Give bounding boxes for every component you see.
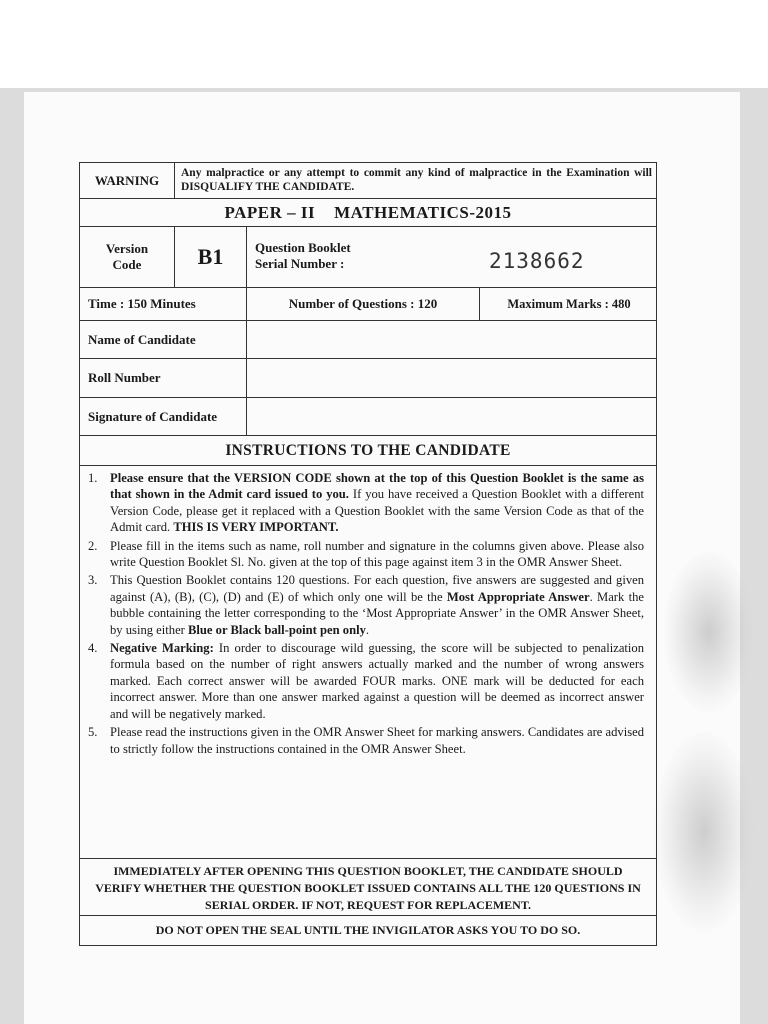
instructions-heading-row: [80, 436, 656, 466]
instruction-text: Please fill in the items such as name, roll number and signature in the columns given above. Please also write Question Booklet Sl. No. given at the top of this page against item 3 in the OMR Answer Sheet.: [110, 538, 644, 570]
instruction-number: 2.: [88, 538, 98, 553]
instruction-text: Please ensure that the VERSION CODE shown at the top of this Question Booklet is the same as that shown in the Admit card issued to you. If you have received a Question Booklet with a different Version Code, please get it replaced with a Question Booklet with the same Version Code as that of the Admit card. THIS IS VERY IMPORTANT.: [110, 471, 644, 535]
name-label: Name of Candidate: [80, 321, 247, 358]
signature-row: [80, 398, 656, 436]
signature-field[interactable]: [247, 398, 658, 435]
roll-field[interactable]: [247, 359, 658, 397]
title-row: [80, 199, 656, 227]
instructions-list: [80, 466, 658, 759]
version-code-value: B1: [175, 227, 247, 287]
serial-label: [255, 240, 351, 272]
serial-label-line2: Serial Number :: [255, 256, 345, 271]
roll-label: Roll Number: [80, 359, 247, 397]
instructions-heading: INSTRUCTIONS TO THE CANDIDATE: [225, 441, 511, 459]
instruction-number: 3.: [88, 573, 98, 588]
exam-info-row: [80, 288, 656, 321]
scan-smudge: [654, 732, 754, 932]
instruction-text: Please read the instructions given in the OMR Answer Sheet for marking answers. Candidates are advised to strictly follow the instructions contained in the OMR Answer Sheet.: [110, 725, 644, 756]
instruction-item: [88, 724, 644, 757]
instruction-item: [88, 572, 644, 638]
marks-text: Maximum Marks : 480: [507, 296, 631, 311]
name-field[interactable]: [247, 321, 658, 358]
version-label-line2: Code: [112, 257, 142, 272]
instruction-item: [88, 470, 644, 536]
warning-row: [80, 163, 656, 199]
cover-table: [79, 162, 657, 946]
serial-number: 2138662: [489, 249, 585, 273]
instruction-number: 5.: [88, 725, 98, 740]
instruction-number: 4.: [88, 641, 98, 656]
warning-label: WARNING: [80, 163, 175, 198]
instruction-text: Negative Marking: In order to discourage wild guessing, the score will be subjected to penalization formula based on the number of right answers actually marked and the number of wrong answers marked. Each correct answer will be awarded FOUR marks. ONE mark will be deducted for each incorrect answer. More than one answer marked against a question will be deemed as incorrect answer and will be negatively marked.: [110, 641, 644, 721]
instruction-text: This Question Booklet contains 120 questions. For each question, five answers are suggested and given against (A), (B), (C), (D) and (E) of which only one will be the Most Appropriate Answer. Mark the bubble containing the letter corresponding to the ‘Most Appropriate Answer’ in the OMR Answer Sheet, by using either Blue or Black ball-point pen only.: [110, 573, 644, 637]
instruction-item: [88, 538, 644, 571]
serial-label-line1: Question Booklet: [255, 240, 351, 255]
scan-smudge: [664, 552, 754, 712]
version-label-line1: Version: [105, 241, 149, 256]
seal-notice: DO NOT OPEN THE SEAL UNTIL THE INVIGILATOR ASKS YOU TO DO SO.: [155, 923, 581, 937]
warning-text: Any malpractice or any attempt to commit any kind of malpractice in the Examination will DISQUALIFY THE CANDIDATE.: [181, 167, 652, 193]
paper-title: PAPER – II MATHEMATICS-2015: [224, 202, 512, 222]
notice-row: [80, 858, 656, 916]
version-code-label: [80, 227, 175, 287]
version-row: [80, 227, 656, 288]
signature-label: Signature of Candidate: [80, 398, 247, 435]
instruction-number: 1.: [88, 471, 98, 485]
time-text: Time : 150 Minutes: [80, 288, 247, 320]
roll-row: [80, 359, 656, 398]
name-row: [80, 321, 656, 359]
instruction-item: [88, 640, 644, 722]
questions-text: Number of Questions : 120: [247, 288, 480, 320]
replacement-notice: IMMEDIATELY AFTER OPENING THIS QUESTION BOOKLET, THE CANDIDATE SHOULD VERIFY WHETHER THE QUESTION BOOKLET ISSUED CONTAINS ALL THE 120 QUESTIONS IN SERIAL ORDER. IF NOT, REQUEST FOR REPLACEMENT.: [95, 864, 641, 912]
serial-cell: [247, 227, 658, 287]
seal-row: [80, 916, 656, 945]
